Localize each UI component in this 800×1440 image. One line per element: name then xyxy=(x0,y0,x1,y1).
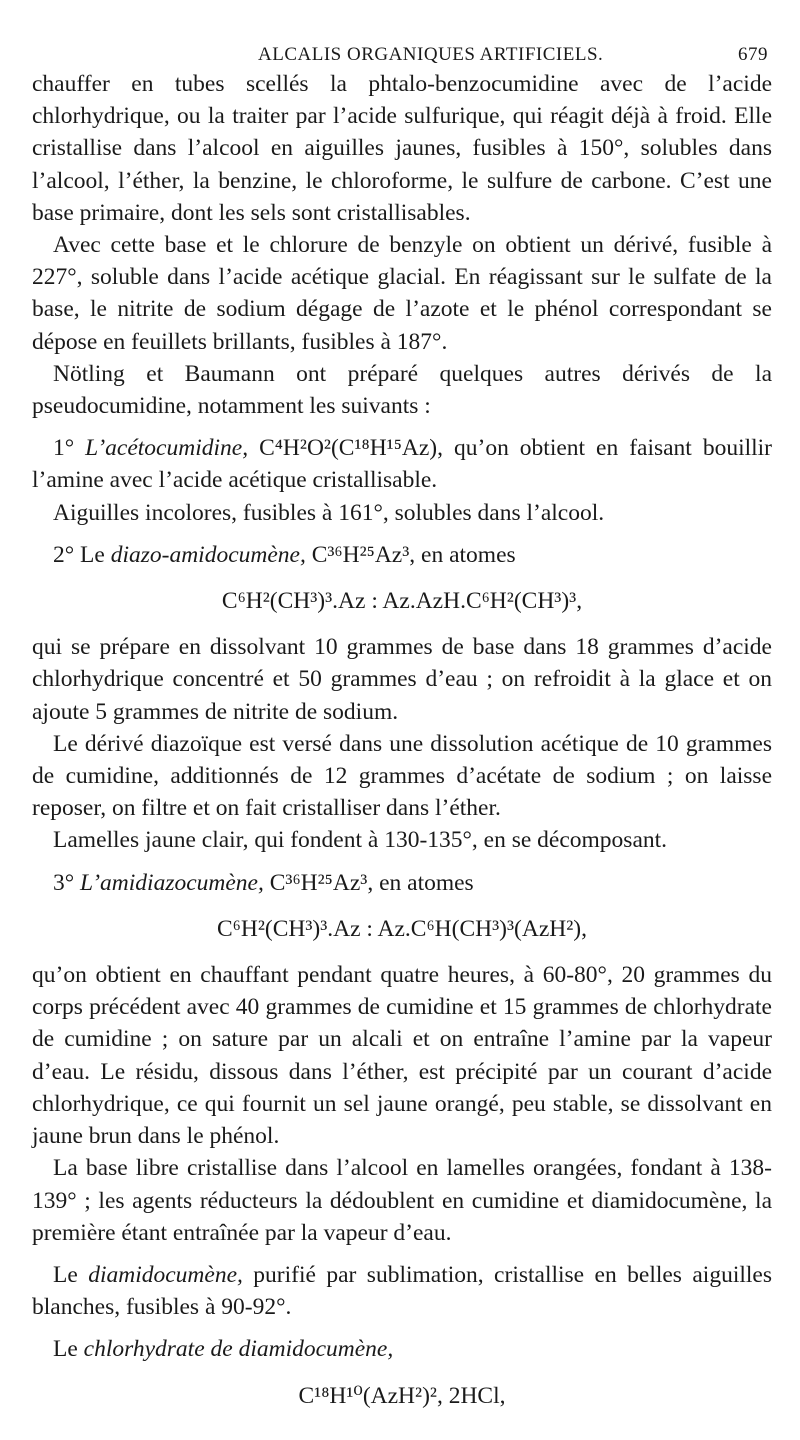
paragraph: Nötling et Baumann ont préparé quelques autres dérivés de la pseudocumidine, notamment les suivants : xyxy=(32,360,772,420)
paragraph: qu’on obtient en chauffant pendant quatre heures, à 60-80°, 20 grammes du corps précédent avec 40 grammes de cumidine et 15 grammes de chlorhydrate de cumidine ; on sature par un alcali et on entraîne l’amine par la vapeur d’eau. Le résidu, dissous dans l’éther, est précipité par un courant d’acide chlorhydrique, ce qui fournit un sel jaune orangé, peu stable, se dissolvant en jaune brun dans le phénol. xyxy=(32,962,772,1150)
compound-name: L’amidiazocumène, xyxy=(80,869,264,896)
chemical-formula: C³⁶H²⁵Az³, xyxy=(311,541,416,568)
paragraph-chlorhydrate xyxy=(32,1333,772,1365)
item-text: en atomes xyxy=(373,869,474,896)
header-title: ALCALIS ORGANIQUES ARTIFICIELS. xyxy=(258,44,604,65)
chemical-formula: C⁶H²(CH³)³.Az : Az.C⁶H(CH³)³(AzH²), xyxy=(217,915,587,942)
page-number: 679 xyxy=(738,44,768,65)
chemical-formula: C⁶H²(CH³)³.Az : Az.AzH.C⁶H²(CH³)³, xyxy=(221,588,583,615)
item-text: qu’on obtient en faisant bouillir l’amine avec l’acide acétique cristallisable. xyxy=(32,435,773,494)
paragraph: La base libre cristallise dans l’alcool en lamelles orangées, fondant à 138-139° ; les agents réducteurs la dédoublent en cumidine et diamidocumène, la première étant entraînée par la vapeur d’eau. xyxy=(32,1155,772,1246)
list-item-diazo-amidocumene xyxy=(32,539,772,571)
paragraph-diamidocumene xyxy=(32,1259,772,1323)
compound-name: diazo-amidocumène, xyxy=(110,541,306,568)
chemical-formula: C¹⁸H¹⁰(AzH²)², 2HCl, xyxy=(298,1382,506,1409)
chemical-formula: C⁴H²O²(C¹⁸H¹⁵Az), xyxy=(259,435,444,462)
paragraph: qui se prépare en dissolvant 10 grammes de base dans 18 grammes d’acide chlorhydrique concentré et 50 grammes d’eau ; on refroidit à la glace et on ajoute 5 grammes de nitrite de sodium. xyxy=(32,634,772,725)
body-text xyxy=(32,68,772,1426)
compound-name: L’acétocumidine, xyxy=(85,435,249,462)
item-number: 2° Le xyxy=(53,541,111,568)
item-text: en atomes xyxy=(415,541,516,568)
compound-name: diamidocumène, xyxy=(88,1261,243,1288)
paragraph: Aiguilles incolores, fusibles à 161°, solubles dans l’alcool. xyxy=(53,499,605,526)
lead-text: Le xyxy=(53,1261,89,1288)
compound-name: chlorhydrate de diamidocumène, xyxy=(83,1336,394,1363)
paragraph: Avec cette base et le chlorure de benzyle on obtient un dérivé, fusible à 227°, soluble dans l’acide acétique glacial. En réagissant sur le sulfate de la base, le nitrite de sodium dégage de l’azote et le phénol correspondant se dépose en feuillets brillants, fusibles à 187°. xyxy=(32,232,772,355)
lead-text: Le xyxy=(53,1336,84,1363)
list-item-amidiazocumene xyxy=(32,867,772,899)
running-header xyxy=(0,38,800,68)
paragraph: Lamelles jaune clair, qui fondent à 130-135°, en se décomposant. xyxy=(53,827,668,854)
item-text: purifié par sublimation, cristallise en belles aiguilles blanches, fusibles à 90-92°. xyxy=(32,1261,772,1321)
list-item-acetocumidine xyxy=(32,432,772,496)
item-number: 1° xyxy=(53,435,86,462)
chemical-formula: C³⁶H²⁵Az³, xyxy=(269,869,374,896)
item-number: 3° xyxy=(53,869,81,896)
paragraph: chauffer en tubes scellés la phtalo-benzocumidine avec de l’acide chlorhydrique, ou la traiter par l’acide sulfurique, qui réagit déjà à froid. Elle cristallise dans l’alcool en aiguilles jaunes, fusibles à 150°, solubles dans l’alcool, l’éther, la benzine, le chloroforme, le sulfure de carbone. C’est une base primaire, dont les sels sont cristallisables. xyxy=(32,71,772,226)
paragraph: Le dérivé diazoïque est versé dans une dissolution acétique de 10 grammes de cumidine, additionnés de 12 grammes d’acétate de sodium ; on laisse reposer, on filtre et on fait cristalliser dans l’éther. xyxy=(32,730,772,822)
